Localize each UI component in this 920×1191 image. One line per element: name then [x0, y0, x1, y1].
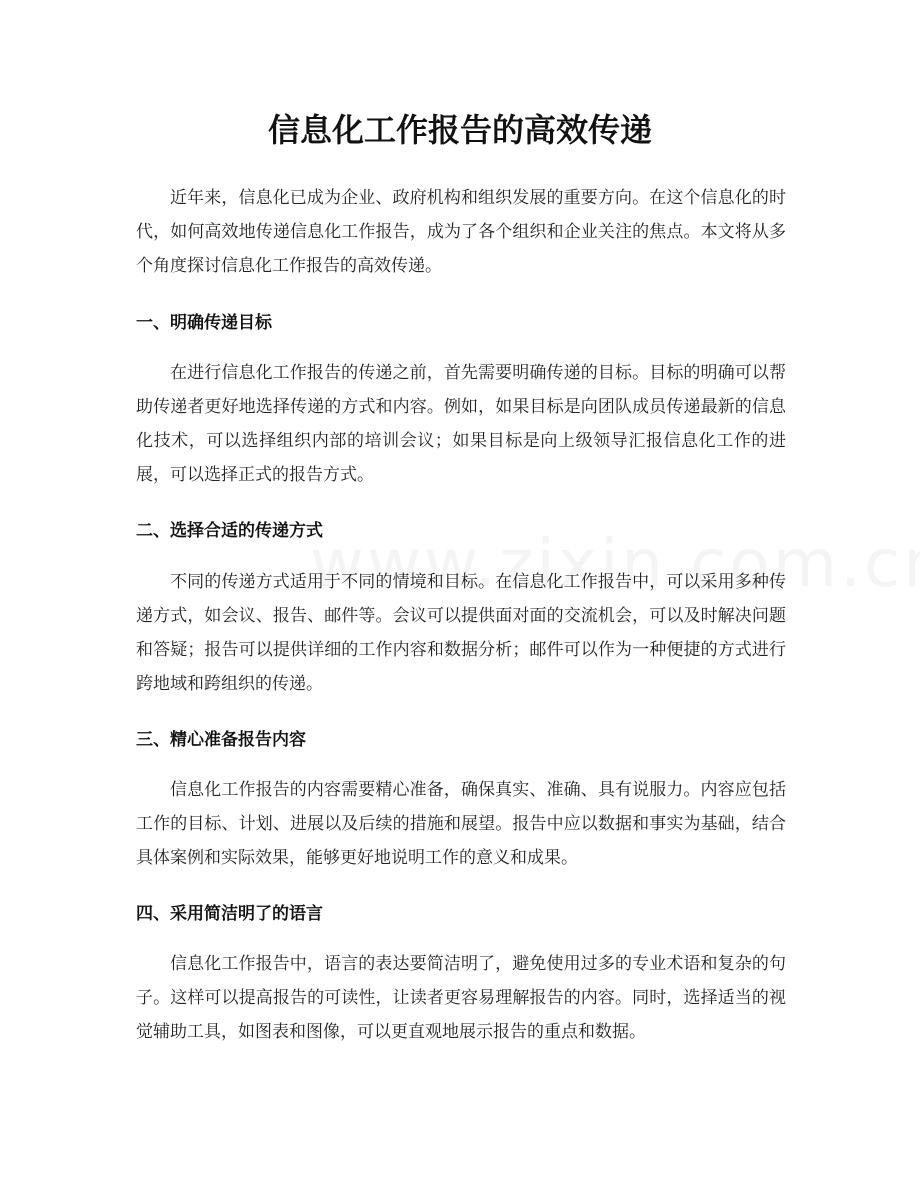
section-body-3: 信息化工作报告的内容需要精心准备，确保真实、准确、具有说服力。内容应包括工作的目标、计划、进展以及后续的措施和展望。报告中应以数据和事实为基础，结合具体案例和实际效果，能够更好地说明工作的意义和成果。	[136, 780, 786, 868]
section-body-1: 在进行信息化工作报告的传递之前，首先需要明确传递的目标。目标的明确可以帮助传递者更好地选择传递的方式和内容。例如，如果目标是向团队成员传递最新的信息化技术，可以选择组织内部的培训会议；如果目标是向上级领导汇报信息化工作的进展，可以选择正式的报告方式。	[136, 363, 786, 485]
section-body-4: 信息化工作报告中，语言的表达要简洁明了，避免使用过多的专业术语和复杂的句子。这样可以提高报告的可读性，让读者更容易理解报告的内容。同时，选择适当的视觉辅助工具，如图表和图像，可以更直观地展示报告的重点和数据。	[136, 954, 786, 1042]
section-heading-2: 二、选择合适的传递方式	[136, 521, 323, 541]
section-heading-3: 三、精心准备报告内容	[136, 730, 306, 750]
document-title: 信息化工作报告的高效传递	[267, 111, 652, 149]
section-heading-4: 四、采用简洁明了的语言	[136, 904, 323, 924]
section-body-2: 不同的传递方式适用于不同的情境和目标。在信息化工作报告中，可以采用多种传递方式，如会议、报告、邮件等。会议可以提供面对面的交流机会，可以及时解决问题和答疑；报告可以提供详细的工作内容和数据分析；邮件可以作为一种便捷的方式进行跨地域和跨组织的传递。	[136, 572, 786, 694]
section-heading-1: 一、明确传递目标	[136, 313, 272, 333]
intro-paragraph: 近年来，信息化已成为企业、政府机构和组织发展的重要方向。在这个信息化的时代，如何高效地传递信息化工作报告，成为了各个组织和企业关注的焦点。本文将从多个角度探讨信息化工作报告的高效传递。	[136, 188, 786, 276]
